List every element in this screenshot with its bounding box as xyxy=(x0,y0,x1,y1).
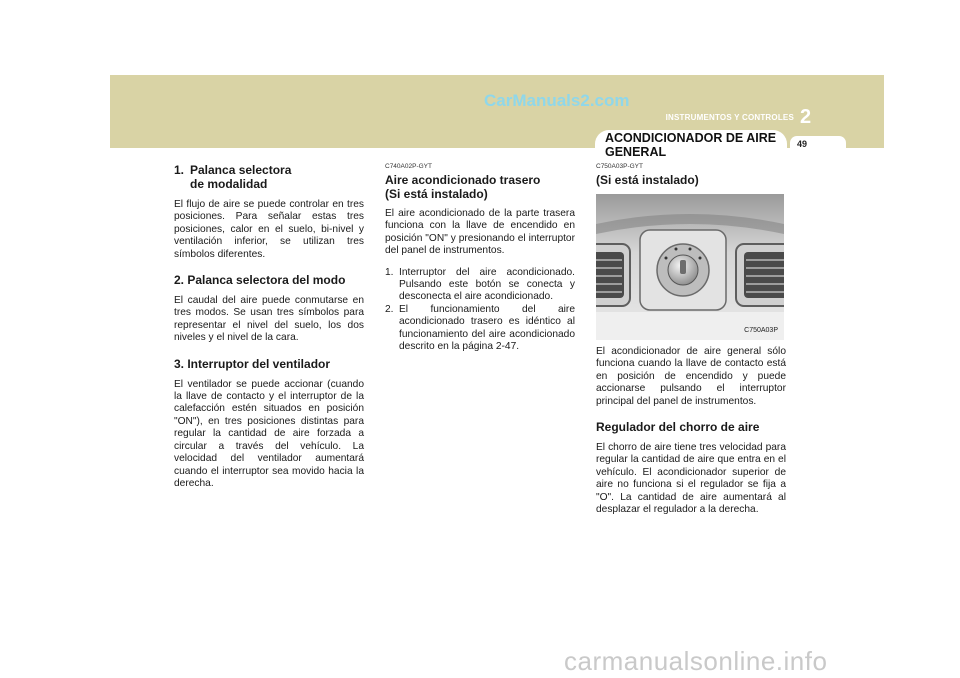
list-item-number: 2. xyxy=(385,303,394,315)
heading-line-1: Aire acondicionado trasero xyxy=(385,173,541,187)
rear-ac-list xyxy=(385,267,575,354)
chapter-number: 2 xyxy=(800,106,812,128)
heading-line-2: de modalidad xyxy=(190,177,268,191)
heading-number: 1. xyxy=(174,163,185,177)
paragraph-rear-ac: El aire acondicionado de la parte trasera funciona con la llave de encendido en posición "ON" y presionando el interruptor del panel de instrumentos. xyxy=(385,208,575,257)
list-item xyxy=(385,267,575,304)
overhead-ac-photo xyxy=(596,194,784,340)
list-item-number: 1. xyxy=(385,266,394,278)
list-item-text: El funcionamiento del aire acondicionado trasero es idéntico al funcionamiento del aire acondicionado descrito en la página 2-47. xyxy=(399,303,575,353)
paragraph-mode-selector: El flujo de aire se puede controlar en tres posiciones. Para señalar estas tres posiciones, calor en el suelo, bi-nivel y ventilación inferior, se utilizan tres símbolos diferentes. xyxy=(174,199,364,260)
top-watermark[interactable]: CarManuals2.com xyxy=(484,91,630,110)
heading-if-equipped: (Si está instalado) xyxy=(596,173,699,187)
paragraph-general-ac: El acondicionador de aire general sólo funciona cuando la llave de contacto está en posición de encendido y puede accionarse pulsando el interruptor principal del panel de instrumentos. xyxy=(596,346,786,407)
heading-mode-lever: 2. Palanca selectora del modo xyxy=(174,273,346,288)
paragraph-fan-switch: El ventilador se puede accionar (cuando la llave de contacto y el interruptor de la calefacción estén situados en posición "ON"), en tres posiciones distintas para regular la cantidad de aire forzada a circular a través del vehículo. La velocidad del ventilador aumentará cuando el interruptor sea movido hacia la derecha. xyxy=(174,378,364,489)
overhead-console-illustration xyxy=(596,194,784,340)
column-3 xyxy=(596,160,786,516)
list-item-text: Interruptor del aire acondicionado. Pulsando este botón se conecta y desconecta el aire acondicionado. xyxy=(399,266,575,303)
page-title: ACONDICIONADOR DE AIRE GENERAL xyxy=(605,131,777,159)
heading-mode-selector xyxy=(174,163,364,191)
heading-fan-switch: 3. Interruptor del ventilador xyxy=(174,356,331,371)
heading-rear-ac xyxy=(385,173,575,201)
page-number: 49 xyxy=(797,139,808,149)
column-1 xyxy=(174,160,364,490)
heading-air-flow-regulator: Regulador del chorro de aire xyxy=(596,420,760,435)
section-label: INSTRUMENTOS Y CONTROLES xyxy=(665,113,794,122)
column-2 xyxy=(385,160,575,353)
heading-line-1: Palanca selectora xyxy=(190,163,292,177)
heading-line-2: (Si está instalado) xyxy=(385,187,488,201)
section-code: C740A02P-GYT xyxy=(385,163,432,170)
image-caption: C750A03P xyxy=(744,326,778,334)
paragraph-air-flow-regulator: El chorro de aire tiene tres velocidad para regular la cantidad de aire que entra en el vehículo. El acondicionador superior de aire no funciona si el regulador se fija a "O". La cantidad de aire aumentará al desplazar el regulador a la derecha. xyxy=(596,442,786,516)
paragraph-mode-lever: El caudal del aire puede conmutarse en tres modos. Se usan tres símbolos para representar el nivel del suelo, los dos niveles y el nivel de la cara. xyxy=(174,295,364,344)
footer-watermark[interactable]: carmanualsonline.info xyxy=(564,646,828,676)
section-code: C750A03P-GYT xyxy=(596,163,643,170)
list-item xyxy=(385,304,575,354)
